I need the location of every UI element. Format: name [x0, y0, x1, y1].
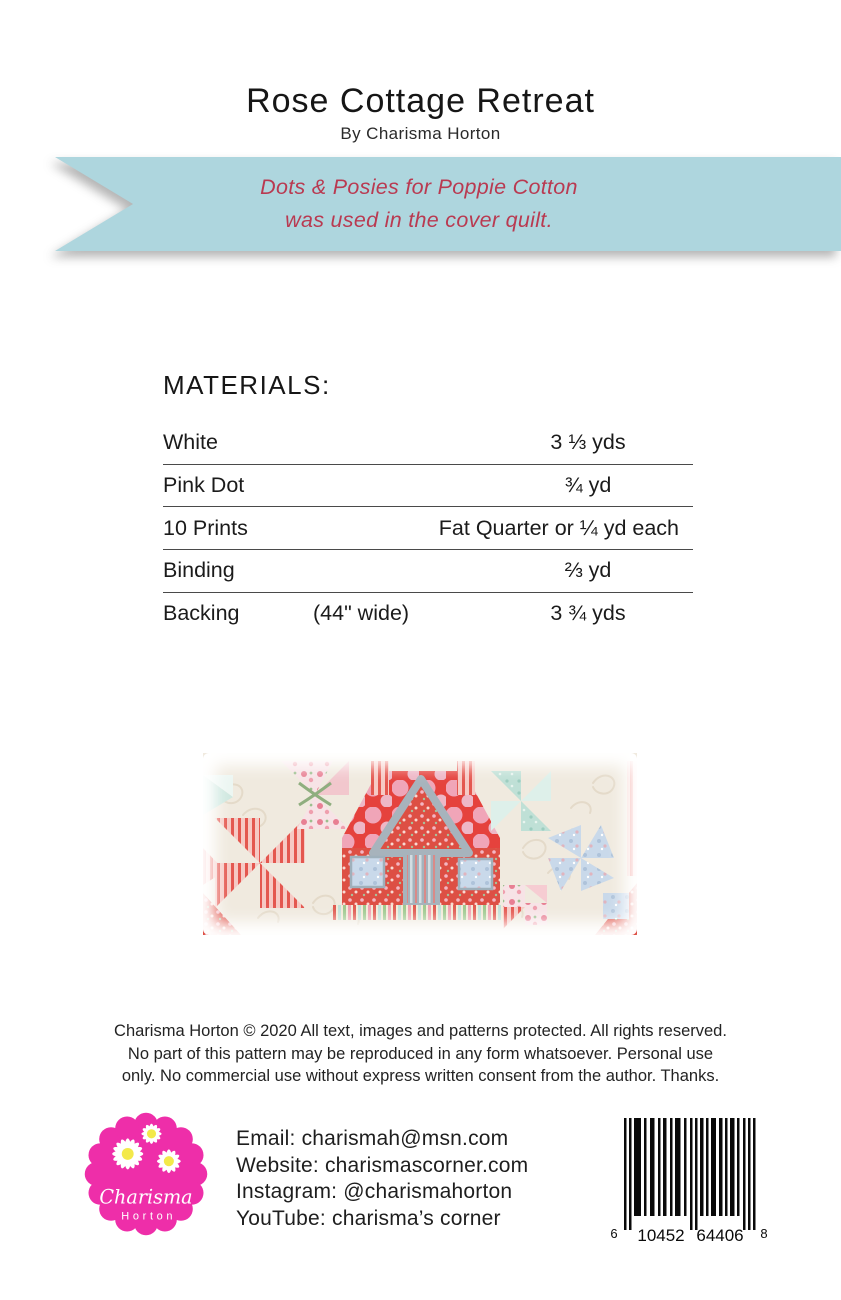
- barcode-digit-left: 6: [610, 1226, 618, 1241]
- material-name: Pink Dot: [163, 473, 245, 498]
- barcode-icon: [606, 1116, 770, 1248]
- material-name: White: [163, 430, 218, 455]
- contact-block: [236, 1126, 528, 1232]
- page-title: Rose Cottage Retreat: [246, 82, 595, 120]
- contact-website: Website: charismascorner.com: [236, 1153, 529, 1177]
- banner-text: [55, 157, 841, 251]
- byline: By Charisma Horton: [340, 124, 501, 143]
- material-name: Binding: [163, 558, 235, 583]
- table-row: [163, 593, 693, 635]
- contact-youtube: YouTube: charisma’s corner: [236, 1206, 501, 1230]
- table-row: [163, 465, 693, 508]
- material-qty: ⅔ yd: [564, 558, 612, 583]
- barcode-digits-group2: 64406: [696, 1226, 744, 1245]
- copyright-line-3: only. No commercial use without express written consent from the author. Thanks.: [121, 1067, 720, 1085]
- material-qty: Fat Quarter or ¼ yd each: [438, 515, 679, 540]
- scalloped-flower-badge-icon: [82, 1110, 210, 1238]
- copyright-text: [70, 1020, 771, 1088]
- banner-line-1: Dots & Posies for Poppie Cotton: [260, 175, 578, 199]
- material-name: Backing: [163, 601, 240, 626]
- quilt-illustration: [203, 753, 637, 935]
- banner-line-2: was used in the cover quilt.: [285, 208, 553, 232]
- logo-script-name: Charisma: [99, 1185, 193, 1209]
- logo-sub-name: Horton: [121, 1210, 177, 1223]
- table-row: [163, 507, 693, 550]
- quilt-photo: [203, 753, 637, 935]
- fabric-banner: [55, 157, 841, 251]
- material-name: 10 Prints: [163, 515, 248, 540]
- copyright-line-1: Charisma Horton © 2020 All text, images and patterns protected. All rights reserved.: [114, 1022, 727, 1040]
- materials-table: [163, 422, 693, 634]
- upc-barcode: [606, 1116, 770, 1248]
- material-note: (44" wide): [313, 601, 410, 626]
- contact-email: Email: charismah@msn.com: [236, 1127, 509, 1150]
- table-row: [163, 422, 693, 465]
- barcode-digits-group1: 10452: [637, 1226, 685, 1245]
- contact-instagram: Instagram: @charismahorton: [236, 1180, 513, 1203]
- copyright-line-2: No part of this pattern may be reproduced in any form whatsoever. Personal use: [127, 1044, 714, 1063]
- charisma-horton-logo: [82, 1110, 210, 1250]
- material-qty: 3 ⅓ yds: [550, 430, 626, 455]
- materials-heading: MATERIALS:: [163, 370, 331, 400]
- table-row: [163, 550, 693, 593]
- material-qty: 3 ¾ yds: [550, 601, 626, 626]
- material-qty: ¾ yd: [564, 473, 612, 498]
- barcode-digit-right: 8: [760, 1226, 768, 1241]
